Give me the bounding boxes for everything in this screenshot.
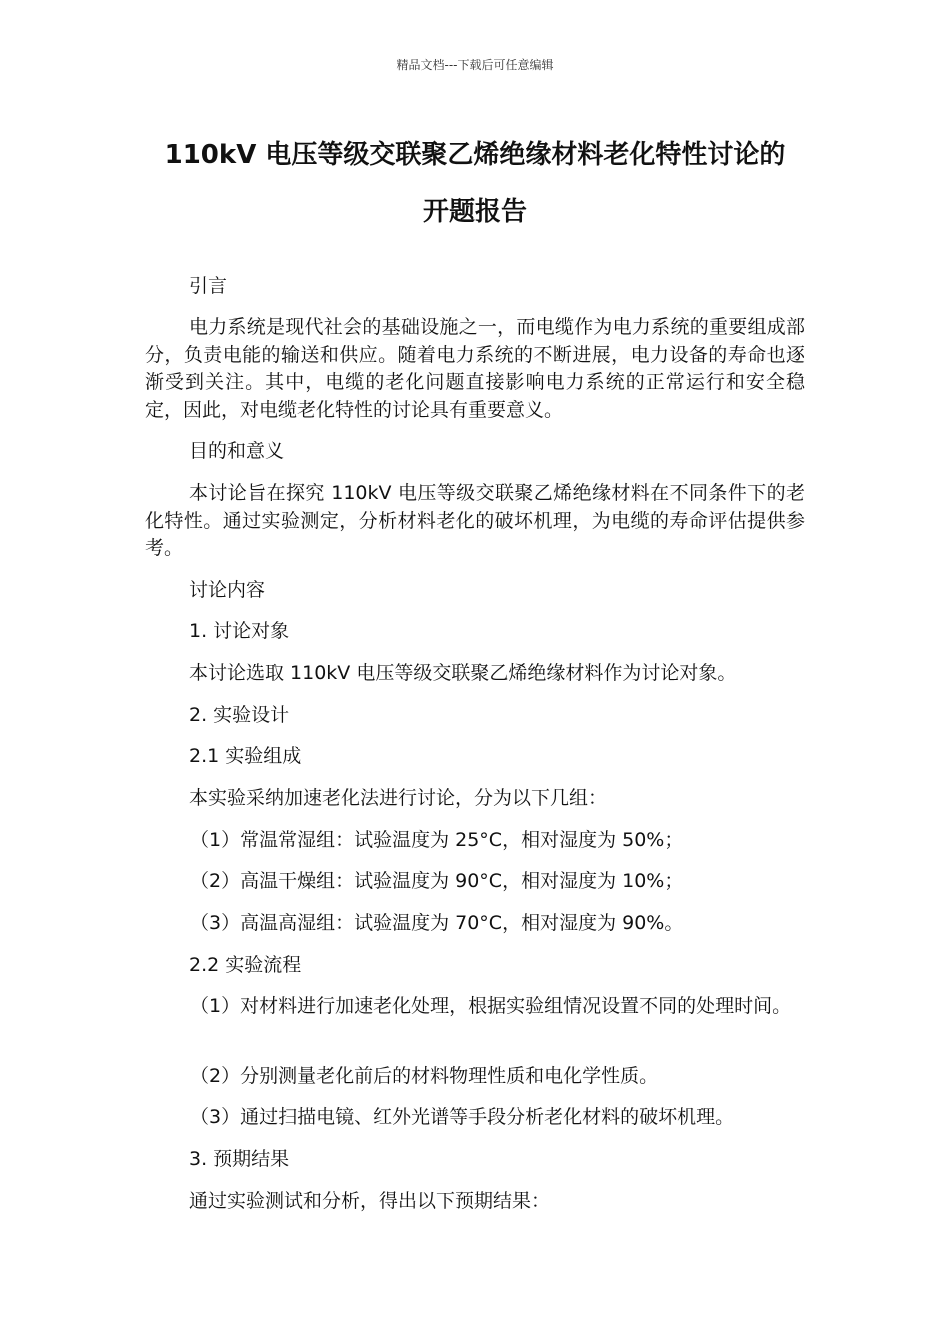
- step-3: （3）通过扫描电镜、红外光谱等手段分析老化材料的破坏机理。: [190, 1106, 735, 1128]
- item2-heading: 2. 实验设计: [189, 704, 290, 726]
- group-1: （1）常温常湿组：试验温度为 25°C，相对湿度为 50%；: [190, 829, 684, 851]
- purpose-paragraph: 本讨论旨在探究 110kV 电压等级交联聚乙烯绝缘材料在不同条件下的老化特性。通过实验测定，分析材料老化的破坏机理，为电缆的寿命评估提供参考。: [145, 482, 805, 559]
- item1-heading: 1. 讨论对象: [189, 620, 290, 642]
- item21-text: 本实验采纳加速老化法进行讨论，分为以下几组：: [189, 787, 608, 809]
- step-1: （1）对材料进行加速老化处理，根据实验组情况设置不同的处理时间。: [190, 995, 792, 1017]
- step-2: （2）分别测量老化前后的材料物理性质和电化学性质。: [190, 1065, 659, 1087]
- item3-heading: 3. 预期结果: [189, 1148, 290, 1170]
- item22-heading: 2.2 实验流程: [189, 954, 302, 976]
- item21-heading: 2.1 实验组成: [189, 745, 302, 767]
- group-3: （3）高温高湿组：试验温度为 70°C，相对湿度为 90%。: [190, 912, 684, 934]
- document-title-line-1: 110kV 电压等级交联聚乙烯绝缘材料老化特性讨论的: [164, 140, 786, 170]
- page-header: 精品文档---下载后可任意编辑: [396, 58, 554, 72]
- document-title-line-2: 开题报告: [422, 197, 527, 227]
- group-2: （2）高温干燥组：试验温度为 90°C，相对湿度为 10%；: [190, 870, 684, 892]
- item1-text: 本讨论选取 110kV 电压等级交联聚乙烯绝缘材料作为讨论对象。: [189, 662, 737, 684]
- purpose-heading: 目的和意义: [189, 440, 285, 462]
- intro-heading: 引言: [189, 275, 228, 297]
- intro-paragraph: 电力系统是现代社会的基础设施之一，而电缆作为电力系统的重要组成部分，负责电能的输送和供应。随着电力系统的不断进展，电力设备的寿命也逐渐受到关注。其中，电缆的老化问题直接影响电力系统的正常运行和安全稳定，因此，对电缆老化特性的讨论具有重要意义。: [145, 316, 805, 421]
- content-heading: 讨论内容: [189, 579, 266, 601]
- item3-text: 通过实验测试和分析，得出以下预期结果：: [189, 1190, 551, 1212]
